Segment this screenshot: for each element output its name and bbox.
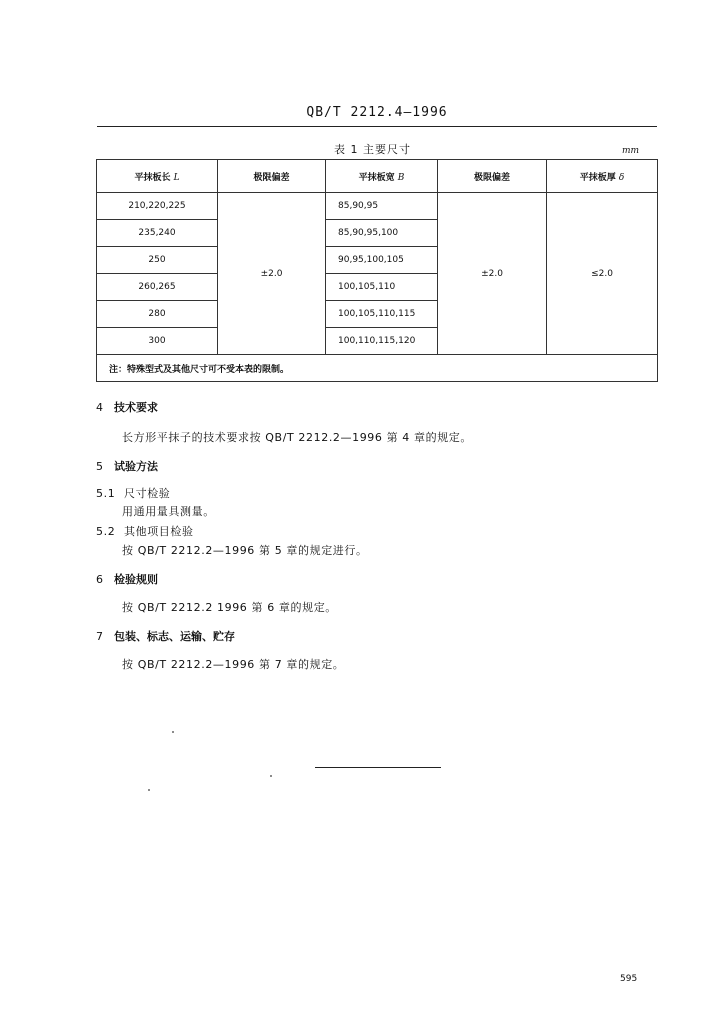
length-cell: 210,220,225 [97, 193, 218, 220]
col-header-width: 平抹板宽 B [326, 160, 438, 193]
section-7-heading: 7 包装、标志、运输、贮存 [96, 630, 235, 643]
length-tolerance-cell: ±2.0 [218, 193, 326, 355]
section-5-2-body: 按 QB/T 2212.2—1996 第 5 章的规定进行。 [122, 544, 368, 557]
scan-speck [172, 731, 174, 733]
table-note-row [97, 355, 658, 382]
length-cell: 250 [97, 247, 218, 274]
col-header-width-tolerance: 极限偏差 [438, 160, 547, 193]
table-header-row [97, 160, 658, 193]
table-unit: mm [622, 146, 640, 156]
section-5-2-heading: 5.2 其他项目检验 [96, 525, 194, 538]
scan-speck [148, 789, 150, 791]
page-number: 595 [620, 974, 638, 984]
section-4-body: 长方形平抹子的技术要求按 QB/T 2212.2—1996 第 4 章的规定。 [122, 431, 472, 444]
standard-header: QB/T 2212.4—1996 [306, 105, 448, 120]
width-tolerance-cell: ±2.0 [438, 193, 547, 355]
col-header-thickness: 平抹板厚 δ [547, 160, 658, 193]
section-5-1-heading: 5.1 尺寸检验 [96, 487, 171, 500]
scan-speck [270, 775, 272, 777]
section-7-body: 按 QB/T 2212.2—1996 第 7 章的规定。 [122, 658, 345, 671]
length-cell: 280 [97, 301, 218, 328]
length-cell: 235,240 [97, 220, 218, 247]
section-6-body: 按 QB/T 2212.2 1996 第 6 章的规定。 [122, 601, 337, 614]
section-5-heading: 5 试验方法 [96, 460, 158, 473]
width-cell: 90,95,100,105 [326, 247, 438, 274]
length-cell: 260,265 [97, 274, 218, 301]
width-cell: 85,90,95 [326, 193, 438, 220]
col-header-length: 平抹板长 L [97, 160, 218, 193]
table-row [97, 193, 658, 220]
section-5-1-body: 用通用量具测量。 [122, 505, 215, 518]
thickness-cell: ≤2.0 [547, 193, 658, 355]
length-cell: 300 [97, 328, 218, 355]
col-header-length-tolerance: 极限偏差 [218, 160, 326, 193]
section-4-heading: 4 技术要求 [96, 401, 158, 414]
section-6-heading: 6 检验规则 [96, 573, 158, 586]
width-cell: 100,105,110 [326, 274, 438, 301]
table-note: 注：特殊型式及其他尺寸可不受本表的限制。 [97, 355, 658, 382]
width-cell: 100,105,110,115 [326, 301, 438, 328]
end-rule [315, 767, 441, 768]
dimensions-table [96, 159, 658, 382]
width-cell: 100,110,115,120 [326, 328, 438, 355]
header-rule [97, 126, 657, 127]
table-caption: 表 1 主要尺寸 [334, 143, 411, 156]
width-cell: 85,90,95,100 [326, 220, 438, 247]
